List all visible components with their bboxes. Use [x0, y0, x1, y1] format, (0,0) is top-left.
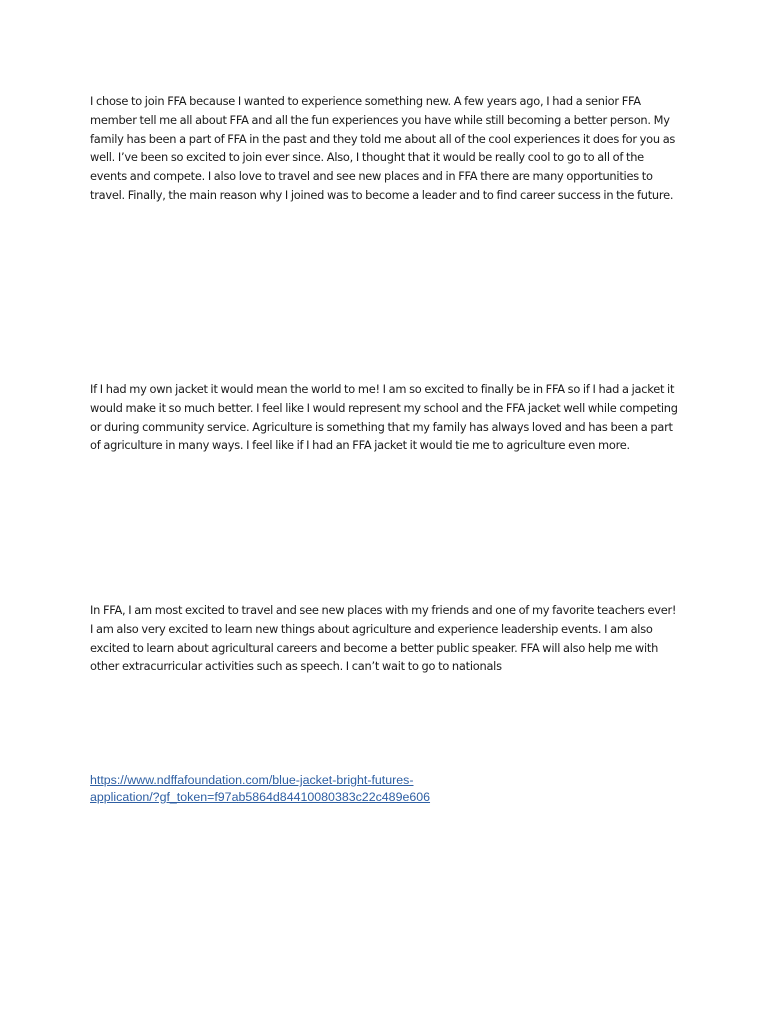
application-link-line-2: application/?gf_token=f97ab5864d84410080383c22c489e606 — [90, 789, 431, 804]
paragraph-jacket-meaning: If I had my own jacket it would mean the world to me! I am so excited to finally be in FFA so if I had a jacket it would make it so much better. I feel like I would represent my school and the FFA jacket well while competing or during community service. Agriculture is something that my family has always loved and has been a part of agriculture in many ways. I feel like if I had an FFA jacket it would tie me to agriculture even more. — [90, 382, 678, 453]
application-link-block — [90, 772, 470, 805]
application-link[interactable] — [90, 773, 430, 804]
paragraph-why-join-ffa: I chose to join FFA because I wanted to experience something new. A few years ago, I had a senior FFA member tell me all about FFA and all the fun experiences you have while still becoming a better person. My family has been a part of FFA in the past and they told me about all of the cool experiences it does for you as well. I’ve been so excited to join ever since. Also, I thought that it would be really cool to go to all of the events and compete. I also love to travel and see new places and in FFA there are many opportunities to travel. Finally, the main reason why I joined was to become a leader and to find career success in the future. — [90, 94, 676, 202]
application-link-line-1: https://www.ndffafoundation.com/blue-jacket-bright-futures- — [90, 773, 414, 787]
paragraph-most-excited: In FFA, I am most excited to travel and see new places with my friends and one of my favorite teachers ever! I am also very excited to learn new things about agriculture and experience leadership events. I am also excited to learn about agricultural careers and become a better public speaker. FFA will also help me with other extracurricular activities such as speech. I can’t wait to go to nationals — [90, 603, 677, 674]
